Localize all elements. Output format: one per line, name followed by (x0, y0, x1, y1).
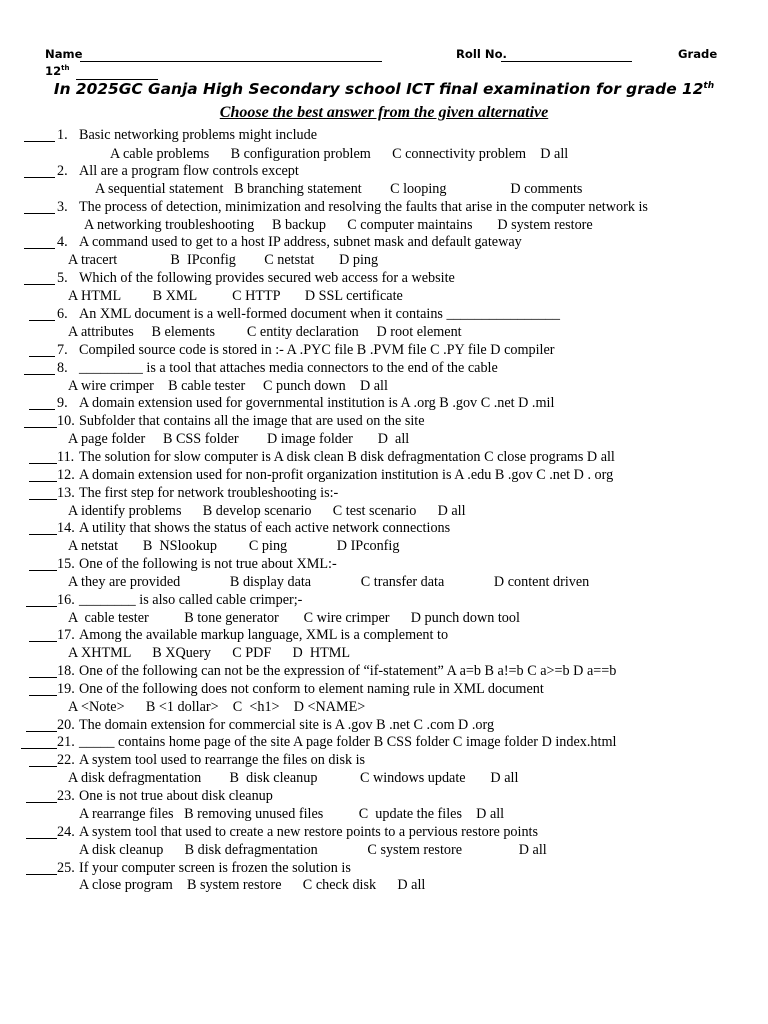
answer-blank[interactable] (24, 248, 55, 249)
answer-blank[interactable] (29, 499, 57, 500)
answer-options: A XHTML B XQuery C PDF D HTML (68, 645, 351, 661)
question-text: _____ contains home page of the site A page folder B CSS folder C image folder D index.html (79, 734, 617, 750)
answer-blank[interactable] (29, 463, 57, 464)
question-text: An XML document is a well-formed document when it contains ________________ (79, 306, 560, 322)
question-text: Basic networking problems might include (79, 127, 317, 143)
answer-options: A disk defragmentation B disk cleanup C windows update D all (68, 770, 519, 786)
answer-blank[interactable] (26, 838, 57, 839)
roll-no-label: Roll No. (456, 47, 507, 61)
question-number: 13. (57, 485, 75, 501)
question-number: 11. (57, 449, 75, 465)
answer-blank[interactable] (29, 677, 57, 678)
grade-label: Grade (678, 47, 718, 61)
question-number: 9. (57, 395, 68, 411)
name-label: Name (45, 47, 83, 61)
question-number: 23. (57, 788, 75, 804)
question-number: 16. (57, 592, 75, 608)
roll-no-blank[interactable] (501, 61, 632, 62)
answer-options: A cable problems B configuration problem C connectivity problem D all (110, 146, 569, 162)
answer-options: A identify problems B develop scenario C test scenario D all (68, 503, 466, 519)
answer-blank[interactable] (29, 534, 57, 535)
question-number: 4. (57, 234, 68, 250)
question-number: 6. (57, 306, 68, 322)
answer-blank[interactable] (29, 641, 57, 642)
question-text: A system tool used to rearrange the files on disk is (79, 752, 366, 768)
question-text: ________ is also called cable crimper;- (79, 592, 303, 608)
answer-blank[interactable] (24, 284, 55, 285)
question-number: 14. (57, 520, 75, 536)
question-text: Among the available markup language, XML is a complement to (79, 627, 449, 643)
answer-options: A HTML B XML C HTTP D SSL certificate (68, 288, 403, 304)
question-number: 19. (57, 681, 75, 697)
question-text: The first step for network troubleshooting is:- (79, 485, 339, 501)
answer-blank[interactable] (29, 766, 57, 767)
answer-blank[interactable] (26, 802, 57, 803)
question-text: Subfolder that contains all the image that are used on the site (79, 413, 425, 429)
answer-blank[interactable] (24, 213, 55, 214)
answer-blank[interactable] (29, 356, 55, 357)
question-number: 20. (57, 717, 75, 733)
question-number: 8. (57, 360, 68, 376)
question-number: 1. (57, 127, 68, 143)
answer-blank[interactable] (26, 606, 57, 607)
question-number: 7. (57, 342, 68, 358)
question-text: One of the following does not conform to element naming rule in XML document (79, 681, 544, 697)
question-text: The process of detection, minimization and resolving the faults that arise in the computer network is (79, 199, 648, 215)
answer-blank[interactable] (29, 481, 57, 482)
answer-options: A tracert B IPconfig C netstat D ping (68, 252, 379, 268)
answer-options: A wire crimper B cable tester C punch down D all (68, 378, 388, 394)
answer-options: A attributes B elements C entity declaration D root element (68, 324, 462, 340)
question-number: 24. (57, 824, 75, 840)
answer-options: A page folder B CSS folder D image folder D all (68, 431, 410, 447)
question-number: 15. (57, 556, 75, 572)
question-text: One of the following can not be the expression of “if-statement” A a=b B a!=b C a>=b D a==b (79, 663, 617, 679)
question-text: A command used to get to a host IP address, subnet mask and default gateway (79, 234, 522, 250)
question-text: A domain extension used for governmental institution is A .org B .gov C .net D .mil (79, 395, 555, 411)
exam-title: In 2025GC Ganja High Secondary school ICT final examination for grade 12th (53, 80, 715, 98)
question-text: A utility that shows the status of each active network connections (79, 520, 451, 536)
answer-blank[interactable] (24, 141, 55, 142)
answer-options: A disk cleanup B disk defragmentation C system restore D all (79, 842, 547, 858)
answer-blank[interactable] (29, 320, 55, 321)
answer-options: A netstat B NSlookup C ping D IPconfig (68, 538, 400, 554)
question-number: 3. (57, 199, 68, 215)
answer-blank[interactable] (24, 427, 57, 428)
answer-options: A <Note> B <1 dollar> C <h1> D <NAME> (68, 699, 366, 715)
question-text: All are a program flow controls except (79, 163, 299, 179)
question-text: The domain extension for commercial site is A .gov B .net C .com D .org (79, 717, 495, 733)
question-text: One of the following is not true about XML:- (79, 556, 337, 572)
question-number: 17. (57, 627, 75, 643)
question-text: _________ is a tool that attaches media connectors to the end of the cable (79, 360, 498, 376)
question-text: A system tool that used to create a new restore points to a pervious restore points (79, 824, 539, 840)
answer-options: A cable tester B tone generator C wire crimper D punch down tool (68, 610, 520, 626)
answer-blank[interactable] (21, 748, 57, 749)
answer-options: A networking troubleshooting B backup C computer maintains D system restore (84, 217, 593, 233)
question-text: One is not true about disk cleanup (79, 788, 273, 804)
answer-blank[interactable] (24, 177, 55, 178)
answer-blank[interactable] (26, 874, 57, 875)
answer-blank[interactable] (24, 374, 55, 375)
question-text: Compiled source code is stored in :- A .PYC file B .PVM file C .PY file D compiler (79, 342, 555, 358)
question-number: 10. (57, 413, 75, 429)
question-number: 22. (57, 752, 75, 768)
grade-value: 12th (45, 64, 70, 78)
answer-options: A they are provided B display data C transfer data D content driven (68, 574, 590, 590)
name-blank[interactable] (80, 61, 382, 62)
answer-blank[interactable] (29, 570, 57, 571)
question-number: 12. (57, 467, 75, 483)
question-text: A domain extension used for non-profit organization institution is A .edu B .gov C .net D . org (79, 467, 614, 483)
answer-blank[interactable] (29, 695, 57, 696)
question-number: 18. (57, 663, 75, 679)
question-number: 2. (57, 163, 68, 179)
question-number: 5. (57, 270, 68, 286)
answer-blank[interactable] (29, 409, 55, 410)
question-text: Which of the following provides secured web access for a website (79, 270, 455, 286)
answer-options: A rearrange files B removing unused files C update the files D all (79, 806, 505, 822)
question-number: 25. (57, 860, 75, 876)
answer-options: A close program B system restore C check disk D all (79, 877, 426, 893)
question-number: 21. (57, 734, 75, 750)
answer-blank[interactable] (26, 731, 57, 732)
question-text: The solution for slow computer is A disk clean B disk defragmentation C close programs D all (79, 449, 615, 465)
instruction-heading: Choose the best answer from the given alternative (219, 104, 549, 121)
answer-options: A sequential statement B branching statement C looping D comments (95, 181, 583, 197)
question-text: If your computer screen is frozen the solution is (79, 860, 351, 876)
